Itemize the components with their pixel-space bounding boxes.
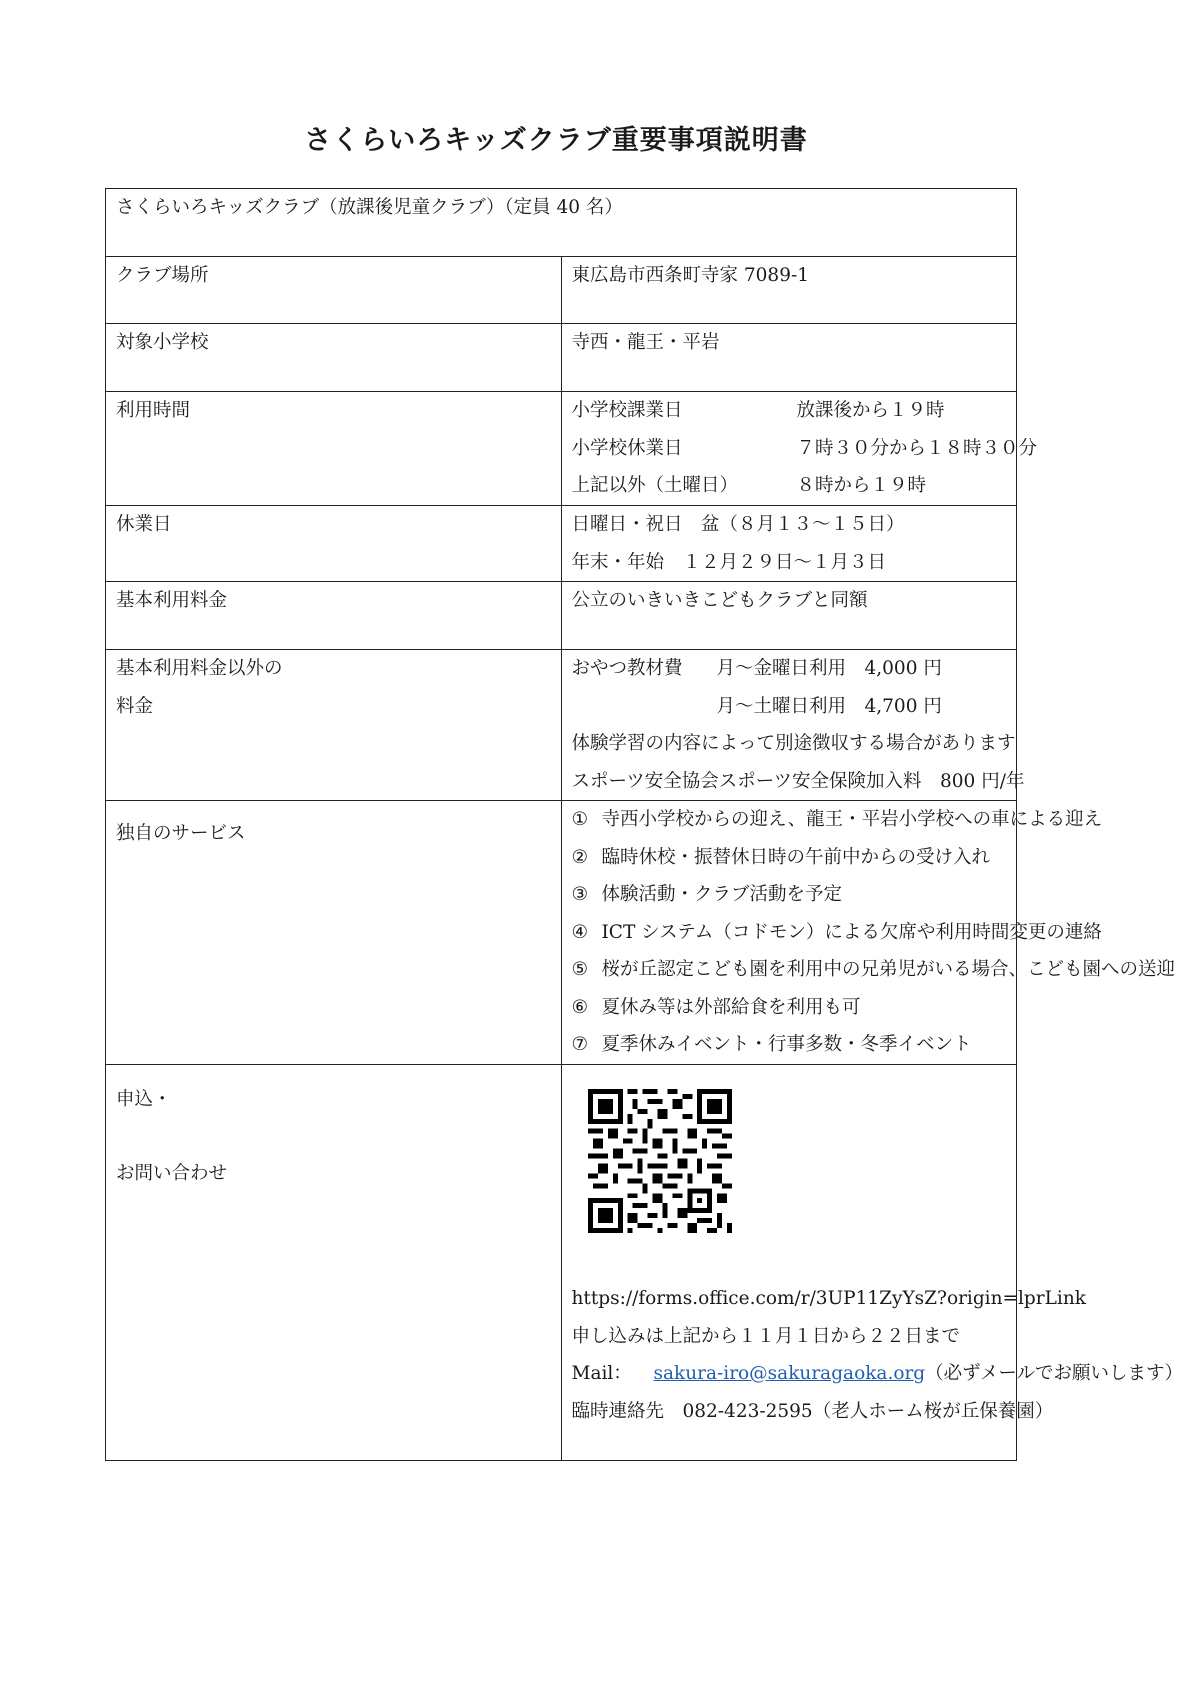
closed-days-label: 休業日	[106, 506, 562, 582]
service-item: ④ ICT システム（コドモン）による欠席や利用時間変更の連絡	[571, 921, 1102, 943]
hours-line	[571, 430, 1038, 468]
service-item: ③ 体験活動・クラブ活動を予定	[571, 884, 843, 905]
snack-fee-weekday	[572, 650, 1007, 688]
hours-row	[106, 392, 1017, 506]
hours-day: 上記以外（土曜日）	[571, 475, 739, 496]
snack-fee-saturday	[572, 688, 1007, 726]
apply-url[interactable]: https://forms.office.com/r/3UP11ZyYsZ?origin=lprLink	[571, 1288, 1086, 1309]
snack-fee-saturday-value: 月～土曜日利用 4,700 円	[716, 695, 942, 717]
location-value: 東広島市西条町寺家 7089-1	[561, 257, 1017, 324]
closed-days-line: 日曜日・祝日 盆（８月１３～１５日）	[571, 514, 905, 535]
hours-time: ８時から１９時	[796, 475, 927, 496]
qr-code-icon[interactable]	[588, 1089, 732, 1233]
mail-label: Mail：	[571, 1363, 632, 1384]
services-label: 独自のサービス	[106, 801, 562, 1065]
service-item: ⑤ 桜が丘認定こども園を利用中の兄弟児がいる場合、こども園への送迎	[571, 959, 1176, 980]
apply-row	[106, 1064, 1017, 1460]
services-list	[561, 801, 1176, 1065]
mail-link[interactable]: sakura-iro@sakuragaoka.org	[653, 1363, 926, 1384]
service-item: ② 臨時休校・振替休日時の午前中からの受け入れ	[571, 846, 991, 868]
hours-value	[561, 392, 1038, 506]
service-item: ① 寺西小学校からの迎え、龍王・平岩小学校への車による迎え	[571, 809, 1103, 830]
other-fees-row	[106, 650, 1017, 801]
schools-value: 寺西・龍王・平岩	[561, 324, 1017, 392]
location-label: クラブ場所	[106, 257, 562, 324]
service-item: ⑦ 夏季休みイベント・行事多数・冬季イベント	[571, 1034, 972, 1055]
basic-fee-label: 基本利用料金	[106, 582, 562, 650]
hours-time: ７時３０分から１８時３０分	[796, 437, 1038, 459]
page-title: さくらいろキッズクラブ重要事項説明書	[304, 125, 808, 156]
closed-days-value	[561, 506, 1017, 582]
apply-label	[106, 1064, 562, 1460]
apply-content	[561, 1064, 1184, 1460]
other-fees-value	[561, 650, 1025, 801]
apply-label-line: お問い合わせ	[116, 1163, 228, 1184]
service-item: ⑥ 夏休み等は外部給食を利用も可	[571, 996, 861, 1018]
hours-day: 小学校休業日	[571, 437, 683, 459]
services-row	[106, 801, 1017, 1065]
hours-label: 利用時間	[106, 392, 562, 506]
hours-time: 放課後から１９時	[796, 400, 945, 421]
basic-fee-value: 公立のいきいきこどもクラブと同額	[561, 582, 1017, 650]
header-row	[106, 189, 1017, 257]
emergency-contact: 臨時連絡先 082-423-2595（老人ホーム桜が丘保養園）	[571, 1400, 1054, 1422]
hours-line	[572, 392, 1007, 430]
club-header: さくらいろキッズクラブ（放課後児童クラブ）（定員 40 名）	[106, 189, 1017, 257]
hours-day: 小学校課業日	[571, 400, 683, 421]
apply-period: 申し込みは上記から１１月１日から２２日まで	[571, 1325, 961, 1347]
extra-fee-note: 体験学習の内容によって別途徴収する場合があります	[571, 733, 1016, 754]
location-row	[106, 257, 1017, 324]
closed-days-line: 年末・年始 １２月２９日～１月３日	[571, 551, 887, 573]
schools-label: 対象小学校	[106, 324, 562, 392]
other-fees-label-line: 基本利用料金以外の	[116, 658, 283, 679]
other-fees-label	[106, 650, 562, 801]
important-info-table	[105, 188, 1184, 1461]
mail-note: （必ずメールでお願いします）	[925, 1363, 1184, 1384]
apply-label-line: 申込・	[116, 1088, 172, 1110]
snack-fee-label: おやつ教材費	[571, 658, 683, 679]
other-fees-label-line: 料金	[116, 695, 154, 717]
hours-line	[572, 467, 1007, 505]
closed-days-row	[106, 506, 1017, 582]
schools-row	[106, 324, 1017, 392]
basic-fee-row	[106, 582, 1017, 650]
mail-line	[571, 1355, 1184, 1393]
insurance-fee: スポーツ安全協会スポーツ安全保険加入料 800 円/年	[571, 770, 1025, 792]
snack-fee-weekday-value: 月～金曜日利用 4,000 円	[716, 658, 942, 679]
